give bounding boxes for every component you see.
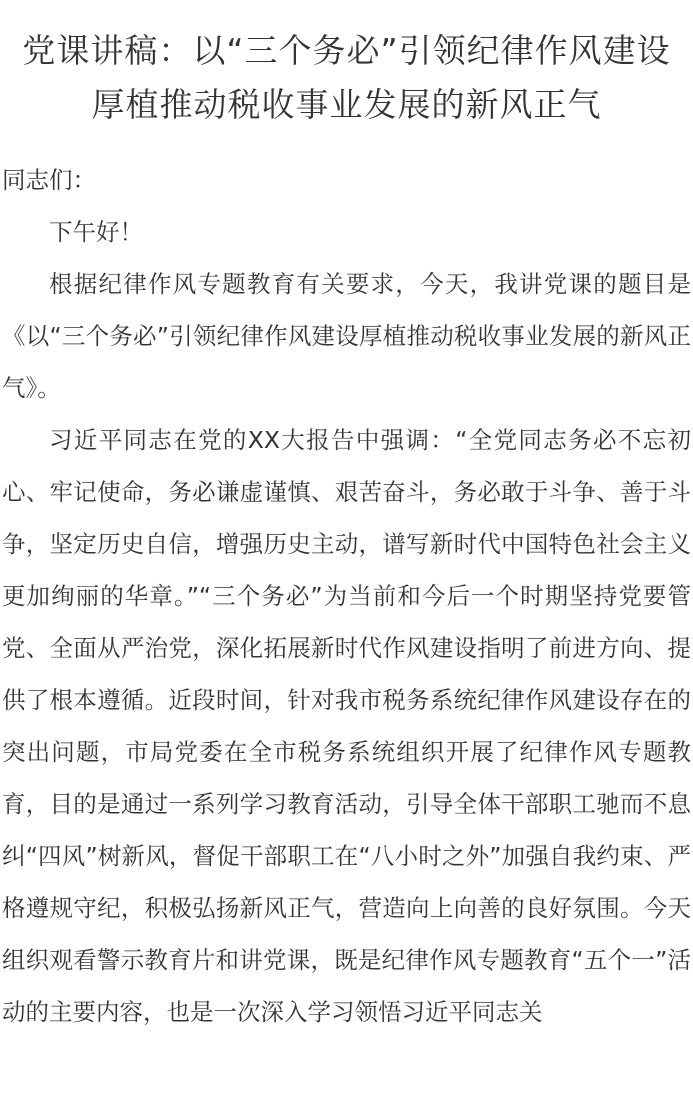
document-body <box>2 154 691 1038</box>
title-line-1: 党课讲稿：以“三个务必”引领纪律作风建设 <box>22 31 671 70</box>
paragraph-body: 习近平同志在党的XX大报告中强调：“全党同志务必不忘初心、牢记使命，务必谦虚谨慎、艰苦奋斗，务必敢于斗争、善于斗争，坚定历史自信，增强历史主动，谱写新时代中国特色社会主义更加绚丽的华章。”“三个务必”为当前和今后一个时期坚持党要管党、全面从严治党，深化拓展新时代作风建设指明了前进方向、提供了根本遵循。近段时间，针对我市税务系统纪律作风建设存在的突出问题，市局党委在全市税务系统组织开展了纪律作风专题教育，目的是通过一系列学习教育活动，引导全体干部职工驰而不息纠“四风”树新风，督促干部职工在“八小时之外”加强自我约束、严格遵规守纪，积极弘扬新风正气，营造向上向善的良好氛围。今天组织观看警示教育片和讲党课，既是纪律作风专题教育“五个一”活动的主要内容，也是一次深入学习领悟习近平同志关 <box>2 426 691 1026</box>
salutation: 同志们： <box>2 166 96 194</box>
paragraph-topic: 根据纪律作风专题教育有关要求，今天，我讲党课的题目是《以“三个务必”引领纪律作风建设厚植推动税收事业发展的新风正气》。 <box>2 270 691 402</box>
title-line-2: 厚植推动税收事业发展的新风正气 <box>91 85 602 124</box>
paragraph-greeting: 下午好！ <box>49 218 143 246</box>
document-title <box>2 0 691 132</box>
